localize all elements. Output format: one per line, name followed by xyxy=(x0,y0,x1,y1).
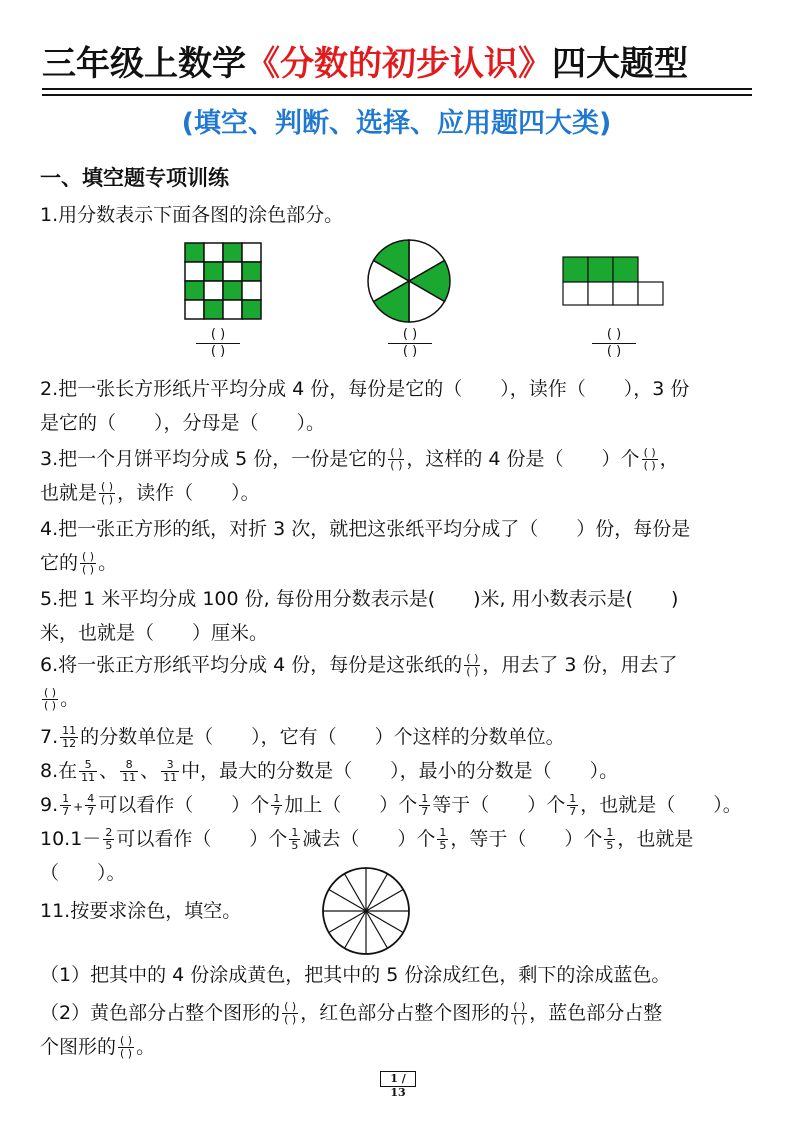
grid-cell xyxy=(185,243,204,262)
question-10: 10.1－ $\frac{2}{5}$ 可以看作（ ）个 $\frac{1}{5}$ 减去（ ）个 $\frac{1}{5}$ ，等于（ ）个 $\frac{1}{5}$ ，也就是 （ ）。 xyxy=(40,826,694,884)
fraction-1-5: $\frac{1}{5}$ xyxy=(291,826,299,852)
fraction-11-12: $\frac{11}{12}$ xyxy=(62,724,77,750)
fraction-3-11: $\frac{3}{11}$ xyxy=(163,758,178,784)
blank-fraction[interactable]: $\frac{( )}{( )}$ xyxy=(44,686,57,712)
grid-cell xyxy=(204,262,223,281)
grid-cell xyxy=(242,262,261,281)
blank-fraction[interactable]: $\frac{( )}{( )}$ xyxy=(82,550,95,576)
fraction-1-5: $\frac{1}{5}$ xyxy=(606,826,614,852)
answer-fraction-1[interactable]: ( ) ( ) xyxy=(196,327,240,360)
question-4: 4.把一张正方形的纸，对折 3 次，就把这张纸平均分成了（ ）份，每份是 它的 $\frac{( )}{( )}$ 。 xyxy=(40,518,691,576)
fraction-4-7: $\frac{4}{7}$ xyxy=(87,792,95,818)
question-2: 2.把一张长方形纸片平均分成 4 份，每份是它的（ ），读作（ ），3 份 是它的（ ），分母是（ ）。 xyxy=(40,378,690,434)
grid-cell xyxy=(242,300,261,319)
title-part-3: 四大题型 xyxy=(552,44,688,84)
title-rule-bottom xyxy=(42,94,752,96)
question-1: 1.用分数表示下面各图的涂色部分。 xyxy=(40,204,344,226)
blank-fraction[interactable]: $\frac{( )}{( )}$ xyxy=(513,1000,526,1026)
block-empty xyxy=(638,282,663,305)
question-5: 5.把 1 米平均分成 100 份, 每份用分数表示是( )米, 用小数表示是( ) 米，也就是（ ）厘米。 xyxy=(40,588,679,644)
block-empty xyxy=(613,282,638,305)
grid-cell xyxy=(223,243,242,262)
grid-cell xyxy=(223,281,242,300)
grid-cell xyxy=(185,300,204,319)
question-11: 11.按要求涂色，填空。 xyxy=(40,900,242,922)
page-title xyxy=(42,40,754,88)
question-9: 9. $\frac{1}{7}$ + $\frac{4}{7}$ 可以看作（ ）个 $\frac{1}{7}$ 加上（ ）个 $\frac{1}{7}$ 等于（ ）个 $\frac{1}{7}$ ，也就是（ ）。 xyxy=(40,792,742,818)
section-heading: 一、填空题专项训练 xyxy=(40,166,229,190)
title-part-1: 三年级上数学 xyxy=(42,44,246,84)
grid-cell xyxy=(242,243,261,262)
fraction-1-5: $\frac{1}{5}$ xyxy=(439,826,447,852)
title-part-2: 《分数的初步认识》 xyxy=(246,44,552,84)
block-empty xyxy=(588,282,613,305)
figure-circle-12-sectors[interactable] xyxy=(321,866,411,956)
fraction-1-7: $\frac{1}{7}$ xyxy=(62,792,70,818)
blank-fraction[interactable]: $\frac{( )}{( )}$ xyxy=(101,480,114,506)
subtitle: (填空、判断、选择、应用题四大类) xyxy=(181,108,612,139)
question-6: 6.将一张正方形纸平均分成 4 份，每份是这张纸的 $\frac{( )}{( )}$ ，用去了 3 份，用去了 $\frac{( )}{( )}$ 。 xyxy=(40,652,678,712)
fraction-1-7: $\frac{1}{7}$ xyxy=(421,792,429,818)
grid-cell xyxy=(223,300,242,319)
question-7: 7. $\frac{11}{12}$ 的分数单位是（ ），它有（ ）个这样的分数单位。 xyxy=(40,724,565,750)
question-11-part-2: （2）黄色部分占整个图形的 $\frac{( )}{( )}$ ，红色部分占整个图形的 $\frac{( )}{( )}$ ，蓝色部分占整 个图形的 $\frac{( )}{( )}$ 。 xyxy=(40,1000,663,1060)
answer-fraction-3[interactable]: ( ) ( ) xyxy=(592,327,636,360)
block-shaded xyxy=(613,257,638,282)
figure-rect-blocks xyxy=(562,256,664,306)
figure-grid-checker xyxy=(183,241,263,321)
question-3: 3.把一个月饼平均分成 5 份，一份是它的 $\frac{( )}{( )}$ ，这样的 4 份是（ ）个 $\frac{( )}{( )}$ ， 也就是 $\frac{( )}{( )}$ ，读作（ ）。 xyxy=(40,446,679,506)
fraction-5-11: $\frac{5}{11}$ xyxy=(81,758,96,784)
fraction-1-7: $\frac{1}{7}$ xyxy=(569,792,577,818)
answer-fraction-2[interactable]: ( ) ( ) xyxy=(388,327,432,360)
blank-fraction[interactable]: $\frac{( )}{( )}$ xyxy=(466,652,479,678)
grid-cell xyxy=(185,262,204,281)
grid-cell xyxy=(242,281,261,300)
blank-fraction[interactable]: $\frac{( )}{( )}$ xyxy=(284,1000,297,1026)
blank-fraction[interactable]: $\frac{( )}{( )}$ xyxy=(120,1034,133,1060)
title-rule-top xyxy=(42,88,752,90)
fraction-8-11: $\frac{8}{11}$ xyxy=(122,758,137,784)
block-empty xyxy=(563,282,588,305)
page-number: 1 / 13 xyxy=(380,1071,416,1087)
block-shaded xyxy=(588,257,613,282)
grid-cell xyxy=(204,281,223,300)
grid-cell xyxy=(223,262,242,281)
fraction-1-7: $\frac{1}{7}$ xyxy=(273,792,281,818)
grid-cell xyxy=(204,243,223,262)
grid-cell xyxy=(204,300,223,319)
question-8: 8.在 $\frac{5}{11}$ 、 $\frac{8}{11}$ 、 $\frac{3}{11}$ 中，最大的分数是（ ），最小的分数是（ ）。 xyxy=(40,758,619,784)
fraction-2-5: $\frac{2}{5}$ xyxy=(105,826,113,852)
question-11-part-1: （1）把其中的 4 份涂成黄色，把其中的 5 份涂成红色，剩下的涂成蓝色。 xyxy=(40,964,671,986)
grid-cell xyxy=(185,281,204,300)
blank-fraction[interactable]: $\frac{( )}{( )}$ xyxy=(390,446,403,472)
block-shaded xyxy=(563,257,588,282)
figure-circle-sectors xyxy=(366,238,452,324)
blank-fraction[interactable]: $\frac{( )}{( )}$ xyxy=(643,446,656,472)
